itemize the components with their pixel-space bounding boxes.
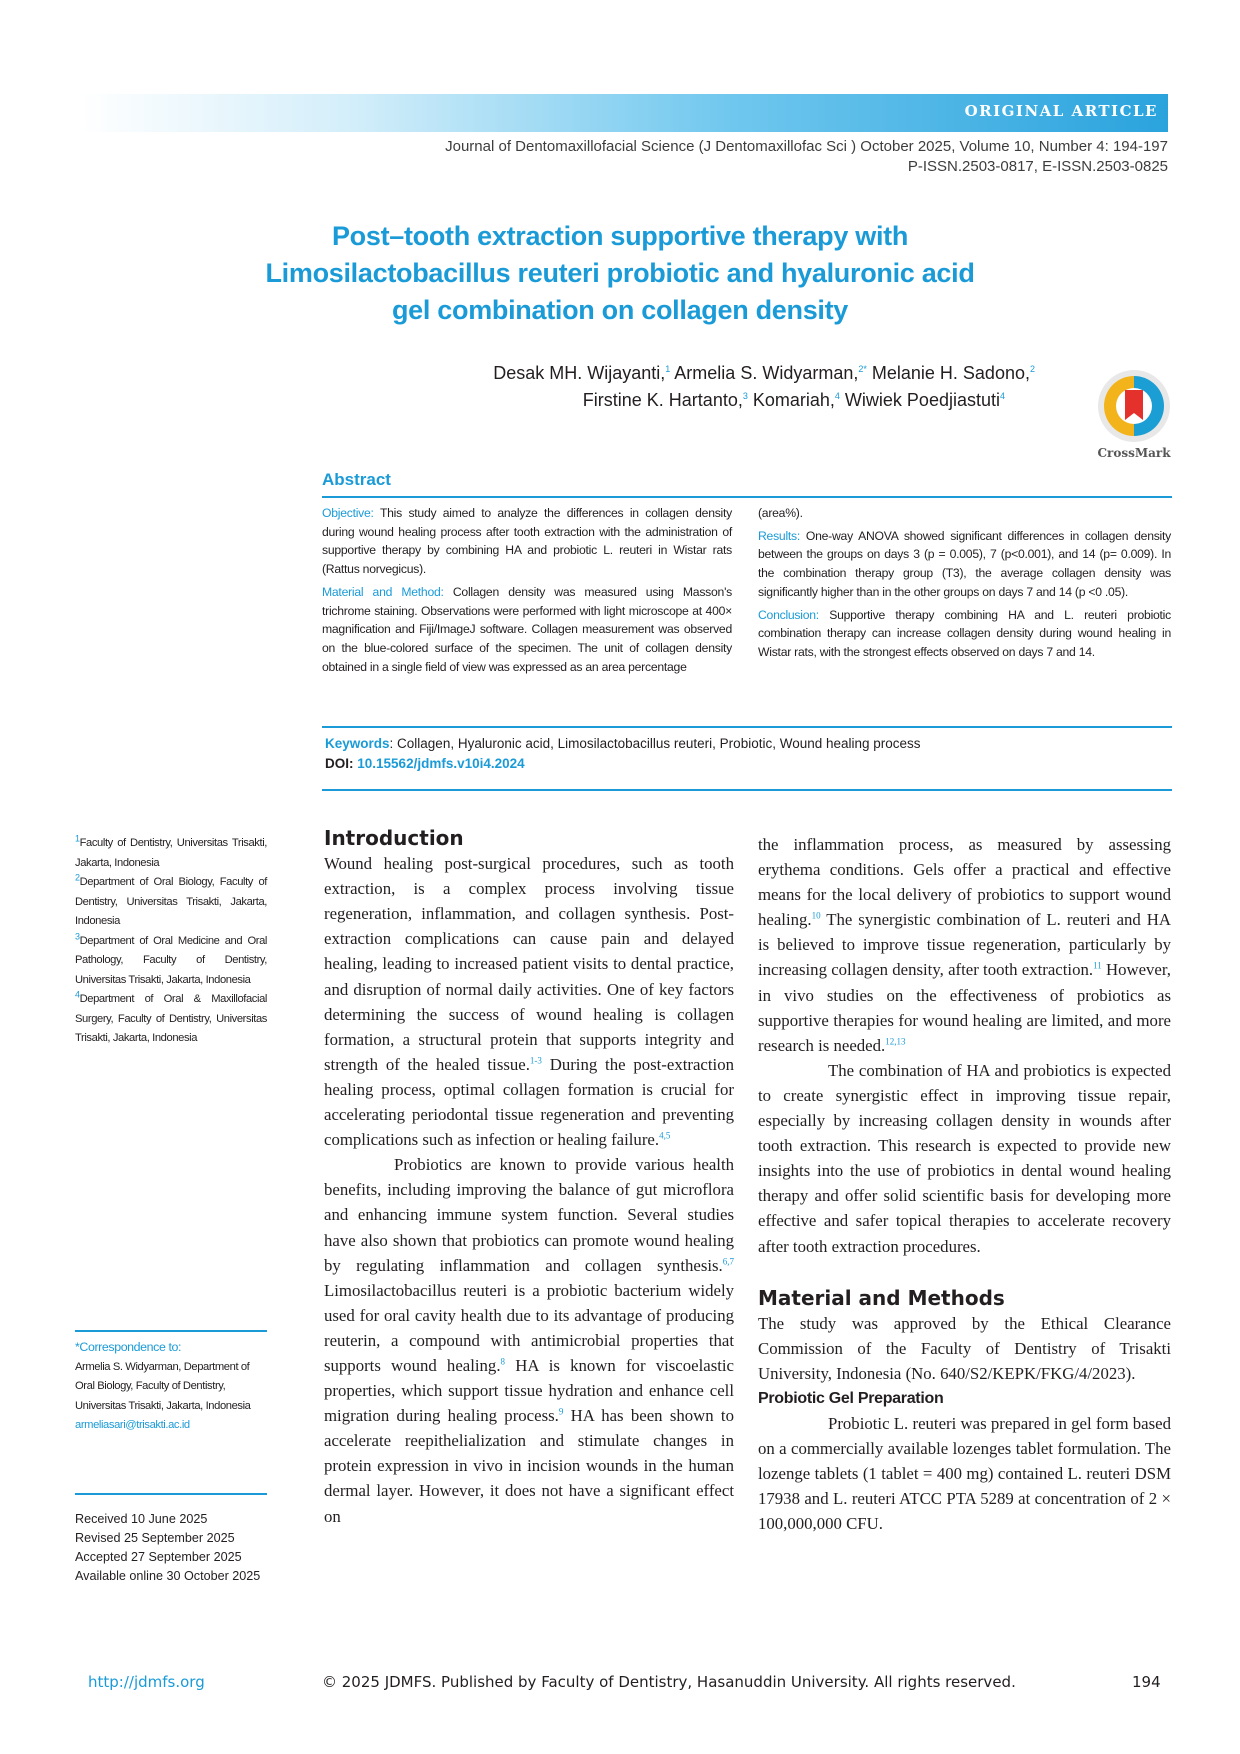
intro-paragraph-2: Probiotics are known to provide various health benefits, including improving the balance of gut microflora and enhancing immune system function. Several studies have also shown that probiotics can promote wound healing by regulating inflammation and collagen synthesis.$^{6,7}$ Limosilactobacillus reuteri is a probiotic bacterium widely used for oral cavity health due to its advantage of producing reuterin, a compound with antimicrobial properties that supports wound healing.$^8$ HA is known for viscoelastic properties, which support tissue hydration and enhance cell migration during healing process.$^9$ HA has been shown to accelerate reepithelialization and stimulate changes in protein expression in vivo in incision wounds in the human dermal layer. However, it does not have a significant effect on xyxy=(324,1155,735,1526)
affiliation-item xyxy=(75,834,267,873)
citation-ref: 8 xyxy=(500,1356,506,1367)
author-name: Armelia S. Widyarman, xyxy=(670,363,859,383)
crossmark-badge[interactable] xyxy=(1085,368,1183,464)
intro-paragraph-1: Wound healing post-surgical procedures, such as tooth extraction, is a complex process involving tissue regeneration, inflammation, and collagen synthesis. Post-extraction complications can cause pain and delayed healing, leading to increased patient visits to dental practice, and disruption of normal daily activities. One of key factors determining the success of wound healing is collagen formation, a structural protein that supports integrity and strength of the healed tissue.$^{1-3}$ During the post-extraction healing process, optimal collagen formation is crucial for accelerating periodontal tissue regeneration and preventing complications such as infection or healing failure.$^{4,5}$ xyxy=(324,854,734,1150)
citation-ref: 4,5 xyxy=(659,1130,671,1141)
keywords-bottom-rule xyxy=(322,789,1172,791)
affiliation-text: Department of Oral Medicine and Oral Pathology, Faculty of Dentistry, Universitas Trisakti, Jakarta, Indonesia xyxy=(75,934,267,986)
objective-label: Objective: xyxy=(322,506,374,520)
results-text: One-way ANOVA showed significant differences in collagen density between the groups on days 3 (p = 0.005), 7 (p<0.001), and 14 (p= 0.009). In the combination therapy group (T3), the average collagen density was significantly higher than in the other groups on days 7 and 14 (p <0 .05). xyxy=(758,528,1171,599)
journal-citation xyxy=(445,137,1168,177)
methods-paragraph-2: Probiotic L. reuteri was prepared in gel form based on a commercially available lozenges tablet formulation. The lozenge tablets (1 tablet = 400 mg) contained L. reuteri DSM 17938 and L. reuteri ATCC PTA 5289 at concentration of 2 × 100,000,000 CFU. xyxy=(758,1414,1171,1534)
author-affil-marker: 4 xyxy=(834,391,840,401)
author-name: Wiwiek Poedjiastuti xyxy=(839,390,1000,410)
keywords-text: : Collagen, Hyaluronic acid, Limosilactobacillus reuteri, Probiotic, Wound healing process xyxy=(389,736,921,751)
dates-rule xyxy=(75,1493,267,1495)
accepted-date: Accepted 27 September 2025 xyxy=(75,1550,242,1564)
intro-paragraph-3: the inflammation process, as measured by assessing erythema conditions. Gels offer a practical and effective means for the local delivery of probiotics to support wound healing.$^{10}$ The synergistic combination of L. reuteri and HA is believed to improve tissue regeneration, particularly by increasing collagen density, after tooth extraction.$^{11}$ However, in vivo studies on the effectiveness of probiotics as supportive therapies for wound healing are limited, and more research is needed.$^{12,13}$ xyxy=(758,835,1171,1055)
body-column-right xyxy=(758,832,1171,1537)
abstract-column-right xyxy=(758,504,1171,662)
method-label: Material and Method: xyxy=(322,584,444,599)
methods-paragraph-1: The study was approved by the Ethical Clearance Commission of the Faculty of Dentistry of Trisakti University, Indonesia (No. 640/S2/KEPK/FKG/4/2023). xyxy=(758,1313,1171,1383)
author-affil-marker: 4 xyxy=(999,391,1005,401)
author-affil-marker: 2 xyxy=(1029,364,1035,374)
affiliations xyxy=(75,834,267,1049)
keywords-label: Keywords xyxy=(325,736,390,751)
conclusion-label: Conclusion: xyxy=(758,607,819,622)
affiliation-text: Department of Oral Biology, Faculty of Dentistry, Universitas Trisakti, Jakarta, Indonesia xyxy=(75,876,267,927)
author-affil-marker: 2* xyxy=(858,364,867,374)
citation-ref: 12,13 xyxy=(885,1036,906,1047)
intro-paragraph-4: The combination of HA and probiotics is expected to create synergistic effect in improving tissue repair, especially by increasing collagen density in wounds after tooth extraction. This research is expected to provide new insights into the use of probiotics in dental wound healing therapy and offer solid scientific basis for developing more effective and safer topical therapies to accelerate recovery after tooth extraction procedures. xyxy=(758,1060,1171,1256)
affiliation-text: Department of Oral & Maxillofacial Surgery, Faculty of Dentistry, Universitas Trisakti, Jakarta, Indonesia xyxy=(75,993,267,1044)
abstract-rule xyxy=(322,496,1172,498)
footer-journal-url[interactable]: http://jdmfs.org xyxy=(88,1673,205,1691)
crossmark-label: CrossMark xyxy=(1097,446,1171,460)
footer-copyright: © 2025 JDMFS. Published by Faculty of Dentistry, Hasanuddin University. All rights reserved. xyxy=(322,1673,1016,1691)
author-list xyxy=(300,360,1035,414)
results-label: Results: xyxy=(758,528,801,543)
correspondence-label: *Correspondence to: xyxy=(75,1340,182,1354)
objective-text: This study aimed to analyze the differences in collagen density during wound healing process after tooth extraction with the administration of supportive therapy by combining HA and probiotic L. reuteri in Wistar rats (Rattus norvegicus). xyxy=(322,506,732,577)
crossmark-icon xyxy=(1085,368,1183,444)
keywords-block xyxy=(325,734,1180,774)
conclusion-text: Supportive therapy combining HA and L. reuteri probiotic combination therapy can increase collagen density during wound healing in Wistar rats, with the strongest effects observed on days 7 and 14. xyxy=(758,607,1171,659)
article-dates xyxy=(75,1510,267,1586)
online-date: Available online 30 October 2025 xyxy=(75,1569,261,1583)
body-column-left xyxy=(324,826,734,1529)
affiliation-item xyxy=(75,873,267,932)
page-number: 194 xyxy=(1132,1673,1161,1691)
affiliation-item xyxy=(75,932,267,991)
introduction-heading: Introduction xyxy=(324,826,464,850)
author-name: Firstine K. Hartanto, xyxy=(582,390,743,410)
article-type-label: ORIGINAL ARTICLE xyxy=(964,102,1158,120)
article-title: Post–tooth extraction supportive therapy with Limosilactobacillus reuteri probiotic and hyaluronic acid gel combination on collagen density xyxy=(265,221,975,325)
methods-heading: Material and Methods xyxy=(758,1285,1005,1310)
doi-label: DOI xyxy=(325,756,350,771)
correspondence-email[interactable]: armeliasari@trisakti.ac.id xyxy=(75,1419,190,1431)
author-affil-marker: 1 xyxy=(665,364,671,374)
journal-issn-line: P-ISSN.2503-0817, E-ISSN.2503-0825 xyxy=(907,158,1168,175)
affiliation-item xyxy=(75,990,267,1049)
author-name: Desak MH. Wijayanti, xyxy=(493,363,666,383)
correspondence-text: Armelia S. Widyarman, Department of Oral Biology, Faculty of Dentistry, Universitas Trisakti, Jakarta, Indonesia xyxy=(75,1360,251,1412)
keywords-top-rule xyxy=(322,726,1172,728)
doi-link[interactable]: 10.15562/jdmfs.v10i4.2024 xyxy=(357,756,525,771)
author-affil-marker: 3 xyxy=(742,391,748,401)
correspondence-rule xyxy=(75,1330,267,1332)
affiliation-marker: 1 xyxy=(75,833,80,844)
citation-ref: 10 xyxy=(811,910,821,921)
method-text-continued: (area%). xyxy=(758,506,803,520)
citation-ref: 1-3 xyxy=(529,1055,542,1066)
affiliation-marker: 4 xyxy=(75,989,80,1000)
citation-ref: 11 xyxy=(1093,960,1102,971)
received-date: Received 10 June 2025 xyxy=(75,1512,208,1526)
affiliation-text: Faculty of Dentistry, Universitas Trisakti, Jakarta, Indonesia xyxy=(75,837,267,869)
author-name: Melanie H. Sadono, xyxy=(866,363,1030,383)
doi-separator: : xyxy=(349,756,358,771)
affiliation-marker: 3 xyxy=(75,930,80,941)
affiliation-marker: 2 xyxy=(75,872,80,883)
abstract-column-left xyxy=(322,504,732,676)
abstract-heading: Abstract xyxy=(322,470,391,489)
article-type-banner xyxy=(80,94,1168,132)
journal-citation-line: Journal of Dentomaxillofacial Science (J Dentomaxillofac Sci ) October 2025, Volume 10, Number 4: 194-197 xyxy=(445,138,1168,155)
correspondence xyxy=(75,1338,267,1436)
author-name: Komariah, xyxy=(747,390,835,410)
probiotic-gel-subheading: Probiotic Gel Preparation xyxy=(758,1389,944,1407)
citation-ref: 9 xyxy=(558,1406,564,1417)
revised-date: Revised 25 September 2025 xyxy=(75,1531,235,1545)
method-text: Collagen density was measured using Masson's trichrome staining. Observations were performed with light microscope at 400× magnification and Fiji/ImageJ software. Collagen measurement was observed on the blue-colored surface of the specimen. The unit of collagen density obtained in a single field of view was expressed as an area percentage xyxy=(322,584,733,674)
citation-ref: 6,7 xyxy=(722,1256,734,1266)
